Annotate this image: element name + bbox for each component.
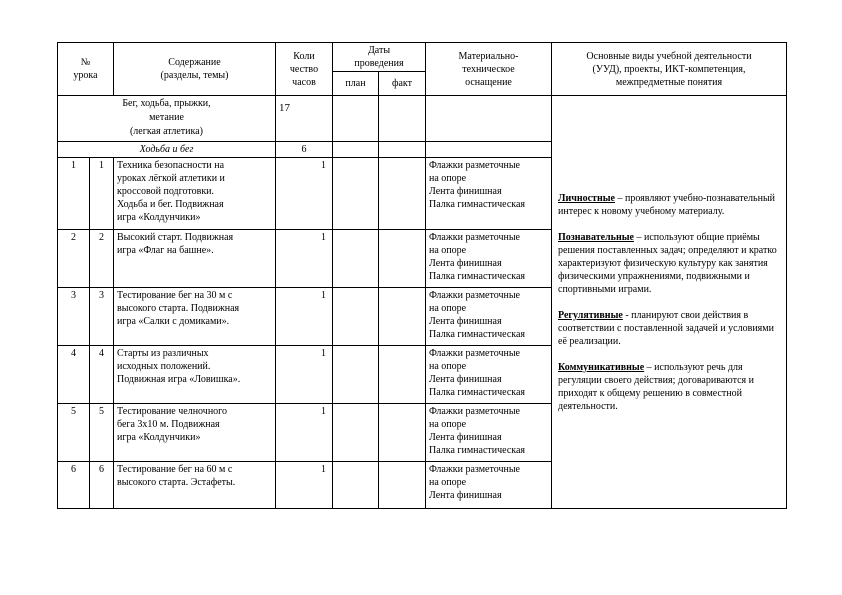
subsection-title: Ходьба и бег: [58, 142, 276, 158]
section-hours: 17: [276, 96, 333, 142]
uud-cognitive-term: Познавательные: [558, 231, 634, 243]
lesson-materials: Флажки разметочные на опоре Лента финишная Палка гимнастическая: [426, 346, 552, 404]
uud-description: [552, 96, 787, 509]
header-dates: Даты проведения: [333, 43, 426, 72]
uud-personal-text: – проявляют учебно-познавательный интерес к новому учебному материалу.: [558, 192, 776, 217]
lesson-number: 5: [58, 404, 90, 462]
lesson-fact-date: [379, 404, 426, 462]
section-title: Бег, ходьба, прыжки, метание: [122, 98, 211, 123]
lesson-hours: 1: [276, 346, 333, 404]
section-plan-cell: [333, 96, 379, 142]
lesson-topic-number: 6: [90, 462, 114, 509]
uud-regulatory-text: - планируют свои действия в соответствии с поставленной задачей и условиями её реализации.: [558, 309, 774, 347]
lesson-materials: Флажки разметочные на опоре Лента финишная Палка гимнастическая: [426, 288, 552, 346]
uud-cognitive-text: – используют общие приёмы решения поставленных задач; определяют и кратко характеризуют физическую культуру как занятия физическими упражнениями, подвижными и спортивными играми.: [558, 231, 777, 295]
header-hours: Коли чество часов: [276, 43, 333, 96]
subsection-materials-cell: [426, 142, 552, 158]
uud-personal-term: Личностные: [558, 192, 615, 204]
section-title-cell: [58, 96, 276, 142]
subsection-plan-cell: [333, 142, 379, 158]
section-subtitle: (легкая атлетика): [129, 126, 204, 137]
header-plan: план: [333, 72, 379, 96]
lesson-topic-number: 3: [90, 288, 114, 346]
lesson-plan-date: [333, 404, 379, 462]
uud-regulatory: [558, 309, 782, 348]
subsection-hours: 6: [276, 142, 333, 158]
lesson-number: 2: [58, 230, 90, 288]
lesson-number: 4: [58, 346, 90, 404]
lesson-fact-date: [379, 346, 426, 404]
uud-regulatory-term: Регулятивные: [558, 309, 623, 321]
lesson-materials: Флажки разметочные на опоре Лента финишная Палка гимнастическая: [426, 404, 552, 462]
lesson-plan-date: [333, 230, 379, 288]
lesson-content: Тестирование бег на 30 м с высокого старта. Подвижная игра «Салки с домиками».: [114, 288, 276, 346]
uud-personal: [558, 192, 782, 218]
lesson-hours: 1: [276, 404, 333, 462]
lesson-topic-number: 2: [90, 230, 114, 288]
lesson-plan-table: [57, 42, 787, 509]
lesson-fact-date: [379, 230, 426, 288]
uud-cognitive: [558, 231, 782, 296]
lesson-materials: Флажки разметочные на опоре Лента финишная: [426, 462, 552, 509]
section-fact-cell: [379, 96, 426, 142]
lesson-plan-date: [333, 346, 379, 404]
section-materials-cell: [426, 96, 552, 142]
lesson-topic-number: 1: [90, 158, 114, 230]
header-content: Содержание (разделы, темы): [114, 43, 276, 96]
lesson-hours: 1: [276, 158, 333, 230]
lesson-hours: 1: [276, 288, 333, 346]
subsection-fact-cell: [379, 142, 426, 158]
lesson-plan-date: [333, 462, 379, 509]
lesson-number: 3: [58, 288, 90, 346]
lesson-plan-date: [333, 288, 379, 346]
header-materials: Материально- техническое оснащение: [426, 43, 552, 96]
lesson-materials: Флажки разметочные на опоре Лента финишная Палка гимнастическая: [426, 158, 552, 230]
lesson-number: 1: [58, 158, 90, 230]
lesson-fact-date: [379, 288, 426, 346]
header-fact: факт: [379, 72, 426, 96]
lesson-content: Высокий старт. Подвижная игра «Флаг на башне».: [114, 230, 276, 288]
lesson-fact-date: [379, 462, 426, 509]
lesson-content: Старты из различных исходных положений. Подвижная игра «Ловишка».: [114, 346, 276, 404]
lesson-topic-number: 5: [90, 404, 114, 462]
lesson-number: 6: [58, 462, 90, 509]
uud-communicative-term: Коммуникативные: [558, 361, 645, 373]
lesson-materials: Флажки разметочные на опоре Лента финишная Палка гимнастическая: [426, 230, 552, 288]
lesson-hours: 1: [276, 462, 333, 509]
uud-communicative-text: – используют речь для регуляции своего действия; договариваются и приходят к общему решению в совместной деятельности.: [558, 361, 754, 412]
lesson-plan-date: [333, 158, 379, 230]
lesson-content: Техника безопасности на уроках лёгкой атлетики и кроссовой подготовки. Ходьба и бег. Подвижная игра «Колдунчики»: [114, 158, 276, 230]
header-lesson-number: № урока: [58, 43, 114, 96]
uud-communicative: [558, 361, 782, 413]
header-uud: Основные виды учебной деятельности (УУД), проекты, ИКТ-компетенция, межпредметные понятия: [552, 43, 787, 96]
lesson-content: Тестирование бег на 60 м с высокого старта. Эстафеты.: [114, 462, 276, 509]
lesson-topic-number: 4: [90, 346, 114, 404]
lesson-hours: 1: [276, 230, 333, 288]
lesson-content: Тестирование челночного бега 3х10 м. Подвижная игра «Колдунчики»: [114, 404, 276, 462]
lesson-fact-date: [379, 158, 426, 230]
